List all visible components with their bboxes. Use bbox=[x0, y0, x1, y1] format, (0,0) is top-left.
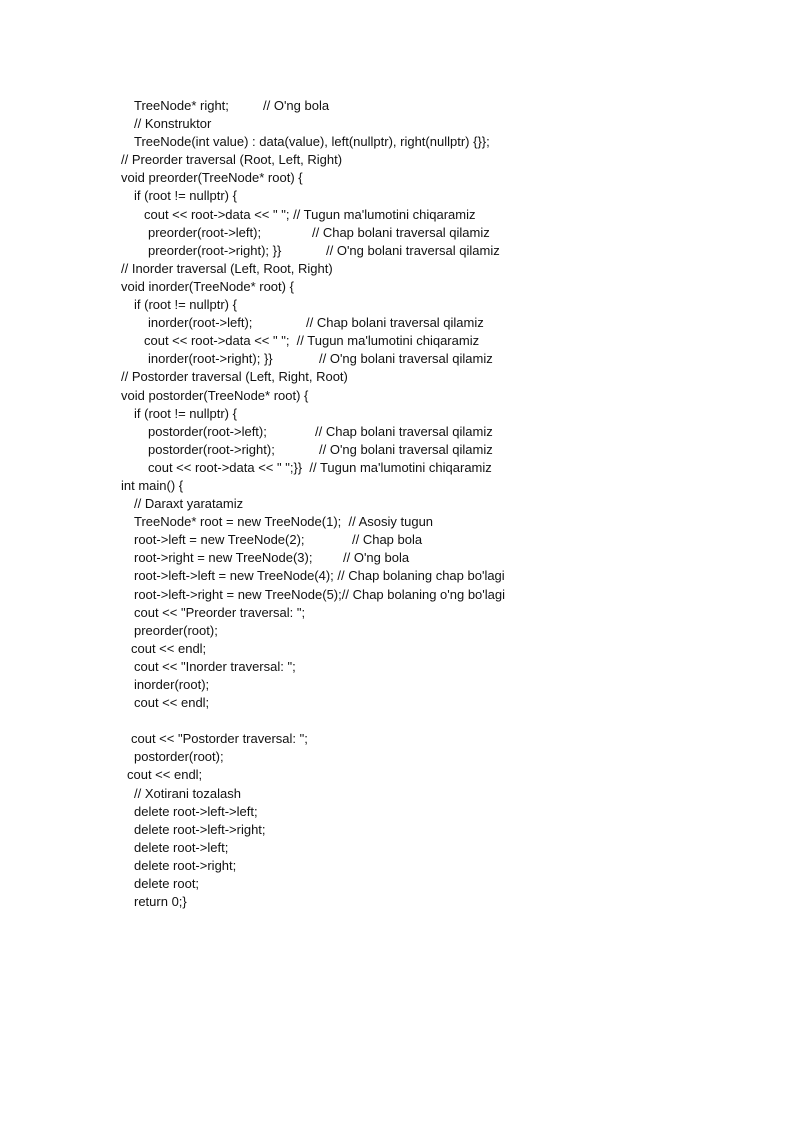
code-text: // Inorder traversal (Left, Root, Right) bbox=[121, 260, 333, 276]
code-line bbox=[0, 405, 800, 423]
code-line bbox=[0, 332, 800, 350]
code-line bbox=[0, 622, 800, 640]
code-line bbox=[0, 513, 800, 531]
code-text: root->left->left = new TreeNode(4); // Chap bolaning chap bo'lagi bbox=[134, 568, 505, 584]
code-line bbox=[0, 296, 800, 314]
code-line bbox=[0, 350, 800, 368]
code-line bbox=[0, 567, 800, 585]
code-text: // Xotirani tozalash bbox=[134, 785, 241, 801]
code-comment: // Chap bolani traversal qilamiz bbox=[306, 315, 484, 331]
code-line bbox=[0, 169, 800, 187]
code-text: TreeNode(int value) : data(value), left(nullptr), right(nullptr) {}}; bbox=[134, 134, 490, 150]
code-text: // Preorder traversal (Root, Left, Right) bbox=[121, 152, 343, 168]
code-line bbox=[0, 187, 800, 205]
code-text: delete root->right; bbox=[134, 857, 237, 873]
code-line bbox=[0, 658, 800, 676]
code-line bbox=[0, 224, 800, 242]
code-text: TreeNode* right; bbox=[134, 98, 229, 113]
code-comment: // O'ng bola bbox=[343, 550, 410, 566]
code-text: if (root != nullptr) { bbox=[134, 297, 237, 313]
code-line bbox=[0, 748, 800, 766]
code-line bbox=[0, 821, 800, 839]
code-line bbox=[0, 314, 800, 332]
code-text: preorder(root->right); }} bbox=[148, 242, 282, 258]
code-line bbox=[0, 133, 800, 151]
code-text: cout << "Inorder traversal: "; bbox=[134, 658, 296, 674]
code-line bbox=[0, 278, 800, 296]
code-line bbox=[0, 893, 800, 911]
code-text: // Konstruktor bbox=[134, 116, 212, 132]
code-line bbox=[0, 531, 800, 549]
code-text: // Postorder traversal (Left, Right, Root) bbox=[121, 369, 348, 385]
code-text: preorder(root); bbox=[134, 622, 218, 638]
code-text: root->left = new TreeNode(2); bbox=[134, 532, 305, 548]
code-line bbox=[0, 857, 800, 875]
code-text: cout << root->data << " "; // Tugun ma'lumotini chiqaramiz bbox=[144, 206, 476, 222]
code-text: cout << root->data << " "; // Tugun ma'lumotini chiqaramiz bbox=[144, 333, 480, 349]
code-line bbox=[0, 97, 800, 115]
code-line bbox=[0, 206, 800, 224]
code-line bbox=[0, 803, 800, 821]
code-text: delete root->left->right; bbox=[134, 821, 266, 837]
code-line bbox=[0, 694, 800, 712]
code-document bbox=[0, 97, 800, 911]
code-text: inorder(root); bbox=[134, 677, 210, 692]
code-text: cout << endl; bbox=[131, 640, 207, 656]
code-line bbox=[0, 260, 800, 278]
code-line bbox=[0, 115, 800, 133]
code-text: delete root->left->left; bbox=[134, 803, 258, 819]
code-line bbox=[0, 640, 800, 658]
code-text: inorder(root->right); }} bbox=[148, 351, 273, 367]
code-comment: // Chap bolani traversal qilamiz bbox=[315, 423, 493, 439]
code-line bbox=[0, 242, 800, 260]
code-line bbox=[0, 495, 800, 513]
code-comment: // O'ng bolani traversal qilamiz bbox=[319, 441, 493, 457]
code-text: postorder(root->right); bbox=[148, 441, 275, 457]
code-line bbox=[0, 151, 800, 169]
code-line bbox=[0, 676, 800, 694]
code-line bbox=[0, 712, 800, 730]
code-text: int main() { bbox=[121, 477, 184, 493]
code-text: if (root != nullptr) { bbox=[134, 405, 237, 421]
code-line bbox=[0, 368, 800, 386]
code-text: if (root != nullptr) { bbox=[134, 188, 237, 204]
code-line bbox=[0, 785, 800, 803]
code-comment: // O'ng bolani traversal qilamiz bbox=[319, 351, 493, 367]
code-text: root->right = new TreeNode(3); bbox=[134, 550, 313, 566]
code-text: delete root; bbox=[134, 876, 200, 892]
code-line bbox=[0, 766, 800, 784]
code-line bbox=[0, 586, 800, 604]
code-text: void inorder(TreeNode* root) { bbox=[121, 278, 294, 294]
code-comment: // Chap bolani traversal qilamiz bbox=[312, 224, 490, 240]
code-line bbox=[0, 441, 800, 459]
code-text: cout << endl; bbox=[127, 767, 203, 783]
code-text: TreeNode* root = new TreeNode(1); // Asosiy tugun bbox=[134, 514, 434, 530]
code-comment: // Chap bola bbox=[352, 532, 423, 548]
code-text: preorder(root->left); bbox=[148, 224, 262, 240]
code-text: delete root->left; bbox=[134, 839, 229, 855]
code-text: cout << endl; bbox=[134, 695, 210, 711]
code-line bbox=[0, 839, 800, 857]
code-line bbox=[0, 423, 800, 441]
code-text: inorder(root->left); bbox=[148, 315, 253, 331]
code-line bbox=[0, 459, 800, 477]
code-text: postorder(root->left); bbox=[148, 423, 267, 439]
code-text: void preorder(TreeNode* root) { bbox=[121, 170, 303, 186]
code-text: postorder(root); bbox=[134, 749, 224, 765]
code-line bbox=[0, 387, 800, 405]
code-line bbox=[0, 549, 800, 567]
code-comment: // O'ng bola bbox=[263, 98, 330, 113]
code-line bbox=[0, 604, 800, 622]
code-text: // Daraxt yaratamiz bbox=[134, 496, 244, 512]
code-text: cout << root->data << " ";}} // Tugun ma'lumotini chiqaramiz bbox=[148, 459, 492, 475]
code-text: root->left->right = new TreeNode(5);// Chap bolaning o'ng bo'lagi bbox=[134, 586, 505, 602]
code-line bbox=[0, 730, 800, 748]
code-text: cout << "Postorder traversal: "; bbox=[131, 731, 308, 747]
code-line bbox=[0, 875, 800, 893]
code-line bbox=[0, 477, 800, 495]
code-text: cout << "Preorder traversal: "; bbox=[134, 604, 306, 620]
code-text: void postorder(TreeNode* root) { bbox=[121, 387, 309, 403]
code-text: return 0;} bbox=[134, 894, 187, 910]
code-comment: // O'ng bolani traversal qilamiz bbox=[326, 242, 500, 258]
